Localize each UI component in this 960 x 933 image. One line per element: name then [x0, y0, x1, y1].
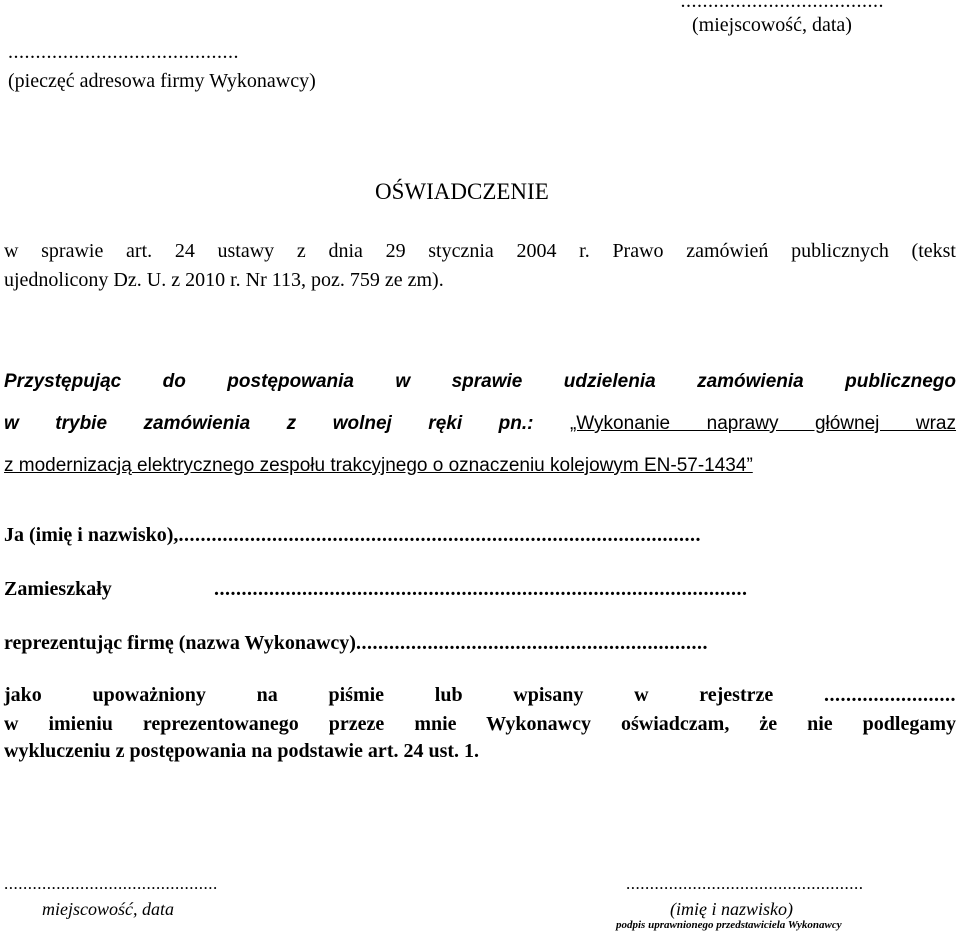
signature-place-dots: .............................................	[4, 874, 218, 893]
company-label: reprezentując firmę (nazwa Wykonawcy)	[4, 632, 356, 654]
signature-authority-label: podpis uprawnionego przedstawiciela Wykonawcy	[616, 919, 842, 931]
signature-name-dots: ..................................................	[626, 874, 864, 893]
residence-label: Zamieszkały	[4, 578, 112, 600]
document-title: OŚWIADCZENIE	[375, 179, 549, 204]
declaration-line-2: wykluczeniu z postępowania na podstawie art. 24 ust. 1.	[4, 740, 480, 762]
residence-dots: .................................................................................................	[214, 578, 748, 600]
date-dots: .....................................	[680, 0, 884, 12]
signature-name-label: (imię i nazwisko)	[670, 899, 793, 919]
declaration-line-1: w imieniu reprezentowanego przeze mnie Wykonawcy oświadczam, że nie podlegamy	[4, 713, 956, 735]
legal-basis-line-1: w sprawie art. 24 ustawy z dnia 29 stycznia 2004 r. Prawo zamówień publicznych (tekst	[4, 240, 956, 262]
subject-line-2: z modernizacją elektrycznego zespołu trakcyjnego o oznaczeniu kolejowym EN-57-1434”	[4, 455, 753, 476]
intro-prefix: w trybie zamówienia z wolnej ręki pn.:	[4, 413, 534, 434]
name-label: Ja (imię i nazwisko),	[4, 524, 179, 546]
intro-line-2	[4, 413, 956, 435]
name-dots: ...............................................................................................	[178, 524, 701, 546]
company-field	[4, 632, 708, 655]
company-dots: ................................................................	[355, 632, 708, 654]
stamp-dots: ..........................................	[8, 41, 239, 63]
authorized-dots: ........................	[824, 684, 956, 706]
signature-place-label: miejscowość, data	[42, 899, 174, 919]
subject-line-1: „Wykonanie naprawy głównej wraz	[569, 413, 957, 434]
name-field	[4, 524, 701, 547]
legal-basis-line-2: ujednolicony Dz. U. z 2010 r. Nr 113, poz. 759 ze zm).	[4, 269, 444, 291]
date-label: (miejscowość, data)	[692, 14, 852, 36]
authorized-field	[4, 684, 956, 707]
stamp-label: (pieczęć adresowa firmy Wykonawcy)	[8, 70, 316, 92]
authorized-label: jako upoważniony na piśmie lub wpisany w rejestrze	[4, 684, 774, 706]
intro-line-1: Przystępując do postępowania w sprawie udzielenia zamówienia publicznego	[4, 371, 956, 392]
